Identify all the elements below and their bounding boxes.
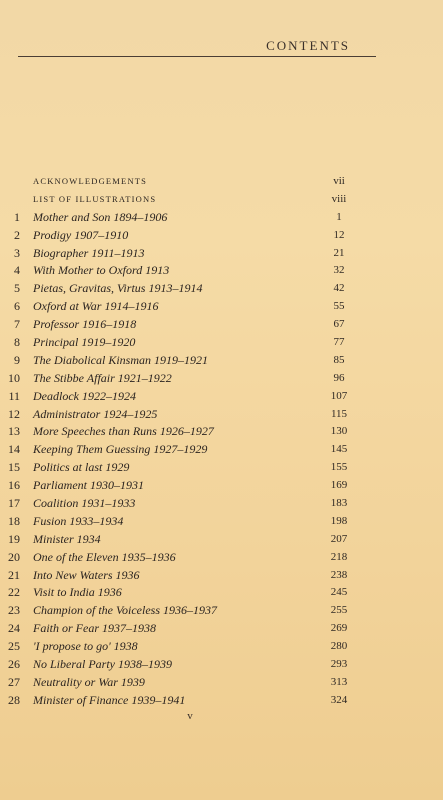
chapter-number: 27: [8, 674, 20, 689]
chapter-number: 15: [8, 460, 20, 475]
chapter-number: 17: [8, 496, 20, 511]
toc-row-chapter: [0, 567, 443, 585]
chapter-number: 7: [14, 317, 20, 332]
chapter-number: 4: [14, 263, 20, 278]
toc-row-chapter: [0, 370, 443, 388]
toc-row-chapter: [0, 584, 443, 602]
chapter-number: 21: [8, 567, 20, 582]
chapter-title: Parliament 1930–1931: [33, 478, 144, 493]
chapter-title: Keeping Them Guessing 1927–1929: [33, 442, 208, 457]
toc-page-number: 269: [330, 622, 348, 635]
toc-page-number: 169: [330, 479, 348, 492]
toc-row-chapter: [0, 406, 443, 424]
chapter-title: Fusion 1933–1934: [33, 513, 124, 528]
toc-row-chapter: [0, 656, 443, 674]
toc-row-chapter: [0, 245, 443, 263]
chapter-number: 24: [8, 621, 20, 636]
chapter-title: Biographer 1911–1913: [33, 245, 145, 260]
chapter-title: Professor 1916–1918: [33, 317, 137, 332]
toc-page-number: 207: [330, 532, 348, 545]
chapter-number: 12: [8, 406, 20, 421]
toc-page-number: 218: [330, 550, 348, 563]
chapter-number: 9: [14, 352, 20, 367]
chapter-title: 'I propose to go' 1938: [33, 639, 138, 654]
toc-row-chapter: [0, 262, 443, 280]
chapter-number: 1: [14, 209, 20, 224]
chapter-number: 25: [8, 639, 20, 654]
toc-row-chapter: [0, 513, 443, 531]
chapter-number: 13: [8, 424, 20, 439]
chapter-title: Into New Waters 1936: [33, 567, 140, 582]
chapter-title: One of the Eleven 1935–1936: [33, 549, 176, 564]
chapter-title: Champion of the Voiceless 1936–1937: [33, 603, 217, 618]
toc-row-chapter: [0, 531, 443, 549]
chapter-number: 28: [8, 692, 20, 707]
toc-row-list-of-illustrations: [0, 191, 443, 209]
table-of-contents: [0, 173, 443, 710]
toc-page-number: 245: [330, 586, 348, 599]
chapter-title: Deadlock 1922–1924: [33, 388, 136, 403]
toc-page-number: 324: [330, 693, 348, 706]
toc-page-number: 1: [336, 210, 342, 223]
chapter-number: 10: [8, 370, 20, 385]
chapter-title: Oxford at War 1914–1916: [33, 299, 159, 314]
toc-page-number: 313: [330, 675, 348, 688]
page-folio: v: [187, 710, 193, 722]
chapter-number: 11: [8, 388, 20, 403]
toc-page-number: 107: [330, 389, 348, 402]
running-head: CONTENTS: [266, 38, 350, 53]
chapter-title: More Speeches than Runs 1926–1927: [33, 424, 214, 439]
toc-page-number: 85: [333, 353, 345, 366]
chapter-title: Mother and Son 1894–1906: [33, 209, 168, 224]
toc-page-number: 67: [333, 318, 345, 331]
chapter-title: Pietas, Gravitas, Virtus 1913–1914: [33, 281, 203, 296]
chapter-number: 26: [8, 657, 20, 672]
toc-page-number: 280: [330, 640, 348, 653]
toc-page-number: 255: [330, 604, 348, 617]
toc-page-number: 130: [330, 425, 348, 438]
toc-row-chapter: [0, 227, 443, 245]
toc-page-number: 183: [330, 497, 348, 510]
chapter-number: 18: [8, 513, 20, 528]
toc-page-number: 32: [333, 264, 345, 277]
chapter-title: Visit to India 1936: [33, 585, 122, 600]
toc-row-chapter: [0, 316, 443, 334]
toc-page-number: vii: [333, 175, 345, 187]
toc-page-number: 198: [330, 514, 348, 527]
chapter-number: 14: [8, 442, 20, 457]
chapter-number: 22: [8, 585, 20, 600]
chapter-number: 2: [14, 227, 20, 242]
chapter-title: The Diabolical Kinsman 1919–1921: [33, 352, 209, 367]
toc-page-number: 21: [333, 246, 345, 259]
toc-row-chapter: [0, 298, 443, 316]
chapter-title: Politics at last 1929: [33, 460, 130, 475]
chapter-number: 3: [14, 245, 20, 260]
toc-row-chapter: [0, 388, 443, 406]
toc-row-acknowledgements: [0, 173, 443, 191]
toc-page-number: 293: [330, 658, 348, 671]
chapter-title: Prodigy 1907–1910: [33, 227, 129, 242]
toc-page-number: 96: [333, 371, 345, 384]
toc-row-chapter: [0, 674, 443, 692]
toc-row-chapter: [0, 441, 443, 459]
chapter-number: 16: [8, 478, 20, 493]
chapter-number: 20: [8, 549, 20, 564]
chapter-title: Minister 1934: [33, 531, 101, 546]
toc-page-number: 77: [333, 336, 345, 349]
toc-page-number: 238: [330, 568, 348, 581]
toc-page-number: 155: [330, 461, 348, 474]
chapter-title: Faith or Fear 1937–1938: [33, 621, 156, 636]
toc-page-number: 115: [330, 407, 348, 420]
toc-title: ACKNOWLEDGEMENTS: [33, 176, 148, 186]
chapter-title: The Stibbe Affair 1921–1922: [33, 370, 172, 385]
toc-row-chapter: [0, 638, 443, 656]
toc-row-chapter: [0, 352, 443, 370]
chapter-number: 8: [14, 335, 20, 350]
toc-page-number: 42: [333, 282, 345, 295]
chapter-title: Principal 1919–1920: [33, 335, 136, 350]
toc-page-number: 12: [333, 228, 345, 241]
toc-page-number: 55: [333, 300, 345, 313]
chapter-number: 19: [8, 531, 20, 546]
header-rule: [18, 56, 376, 57]
chapter-title: Neutrality or War 1939: [33, 674, 145, 689]
toc-row-chapter: [0, 602, 443, 620]
toc-page-number: viii: [331, 192, 347, 205]
toc-row-chapter: [0, 620, 443, 638]
toc-row-chapter: [0, 423, 443, 441]
toc-page-number: 145: [330, 443, 348, 456]
toc-row-chapter: [0, 280, 443, 298]
toc-row-chapter: [0, 459, 443, 477]
chapter-number: 5: [14, 281, 20, 296]
toc-title: LIST OF ILLUSTRATIONS: [33, 193, 157, 204]
chapter-title: Administrator 1924–1925: [33, 406, 158, 421]
toc-row-chapter: [0, 334, 443, 352]
chapter-number: 6: [14, 299, 20, 314]
toc-row-chapter: [0, 495, 443, 513]
toc-row-chapter: [0, 477, 443, 495]
toc-row-chapter: [0, 692, 443, 710]
toc-row-chapter: [0, 549, 443, 567]
chapter-number: 23: [8, 603, 20, 618]
chapter-title: Coalition 1931–1933: [33, 496, 136, 511]
chapter-title: No Liberal Party 1938–1939: [33, 657, 173, 672]
chapter-title: Minister of Finance 1939–1941: [33, 692, 186, 707]
chapter-title: With Mother to Oxford 1913: [33, 263, 170, 278]
toc-row-chapter: [0, 209, 443, 227]
